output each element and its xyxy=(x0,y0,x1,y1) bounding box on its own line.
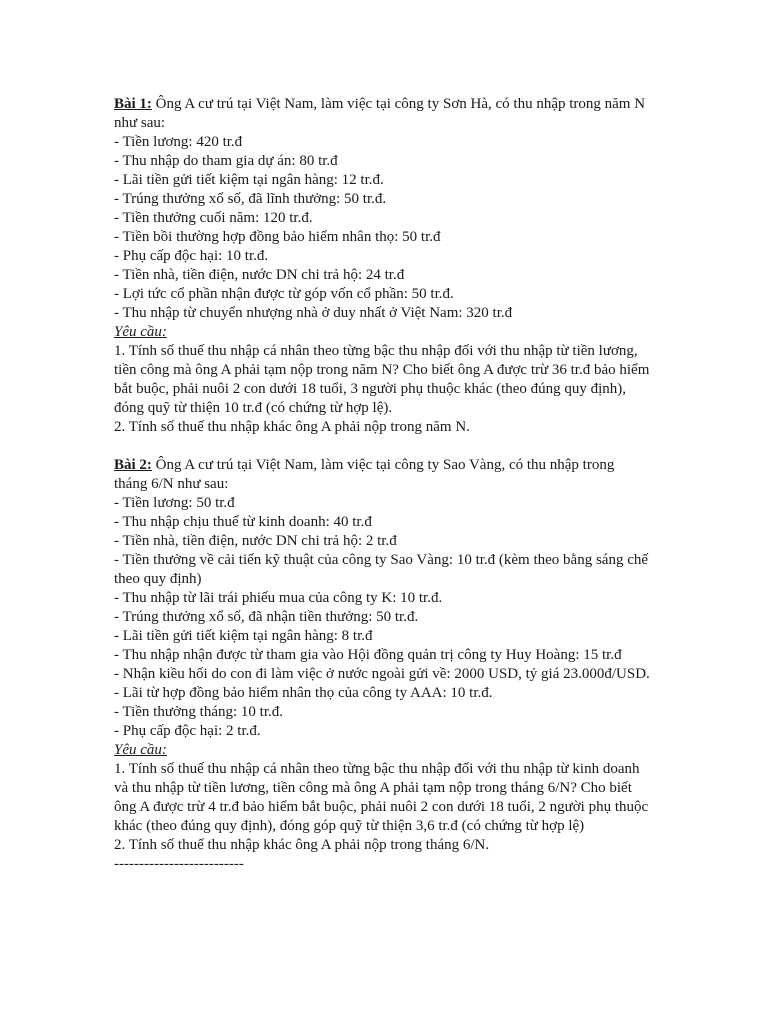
bai1-item: - Tiền bồi thường hợp đồng bảo hiểm nhân thọ: 50 tr.đ xyxy=(114,229,441,245)
bai1-question-1: đóng quỹ từ thiện 10 tr.đ (có chứng từ hợp lệ). xyxy=(114,400,393,416)
bai2-intro-cont: tháng 6/N như sau: xyxy=(114,476,229,492)
bai1-item: - Lợi tức cổ phần nhận được từ góp vốn cổ phần: 50 tr.đ. xyxy=(114,286,454,302)
bai2-item: - Thu nhập nhận được từ tham gia vào Hội đồng quản trị công ty Huy Hoàng: 15 tr.đ xyxy=(114,647,622,663)
bai1-intro-text: Ông A cư trú tại Việt Nam, làm việc tại công ty Sơn Hà, có thu nhập trong năm N xyxy=(151,96,646,112)
separator-line: -------------------------- xyxy=(114,856,244,872)
bai2-item: - Lãi tiền gửi tiết kiệm tại ngân hàng: 8 tr.đ xyxy=(114,628,373,644)
bai1-question-2: 2. Tính số thuế thu nhập khác ông A phải nộp trong năm N. xyxy=(114,419,470,435)
bai1-item: - Thu nhập do tham gia dự án: 80 tr.đ xyxy=(114,153,338,169)
bai2-intro xyxy=(114,456,704,475)
bai1-item: - Lãi tiền gửi tiết kiệm tại ngân hàng: 12 tr.đ. xyxy=(114,172,384,188)
bai1-item: - Tiền thưởng cuối năm: 120 tr.đ. xyxy=(114,210,313,226)
bai2-item: - Thu nhập từ lãi trái phiếu mua của công ty K: 10 tr.đ. xyxy=(114,590,443,606)
bai2-title: Bài 2: xyxy=(114,457,152,473)
bai2-item: - Nhận kiều hối do con đi làm việc ở nước ngoài gửi về: 2000 USD, tỷ giá 23.000đ/USD. xyxy=(114,666,650,682)
bai2-item: - Trúng thưởng xổ số, đã nhận tiền thưởng: 50 tr.đ. xyxy=(114,609,419,625)
bai2-item: - Lãi từ hợp đồng bảo hiểm nhân thọ của công ty AAA: 10 tr.đ. xyxy=(114,685,493,701)
bai1-question-1: tiền công mà ông A phải tạm nộp trong năm N? Cho biết ông A được trừ 36 tr.đ bảo hiểm xyxy=(114,362,650,378)
bai2-question-1: ông A được trừ 4 tr.đ bảo hiểm bắt buộc, phải nuôi 2 con dưới 18 tuổi, 2 người phụ thuộc xyxy=(114,799,649,815)
bai2-question-1: khác (theo đúng quy định), đóng góp quỹ từ thiện 3,6 tr.đ (có chứng từ hợp lệ) xyxy=(114,818,585,834)
bai2-item: - Tiền thưởng về cải tiến kỹ thuật của công ty Sao Vàng: 10 tr.đ (kèm theo bằng sáng chế xyxy=(114,552,649,568)
section-gap xyxy=(114,437,704,456)
bai1-item: - Trúng thưởng xổ số, đã lĩnh thưởng: 50 tr.đ. xyxy=(114,191,387,207)
bai1-intro xyxy=(114,95,704,114)
bai1-intro-cont: như sau: xyxy=(114,115,166,131)
bai2-item: - Tiền thưởng tháng: 10 tr.đ. xyxy=(114,704,283,720)
bai2-question-1: 1. Tính số thuế thu nhập cá nhân theo từng bậc thu nhập đối với thu nhập từ kinh doanh xyxy=(114,761,640,777)
bai2-intro-text: Ông A cư trú tại Việt Nam, làm việc tại công ty Sao Vàng, có thu nhập trong xyxy=(151,457,615,473)
bai1-item: - Thu nhập từ chuyển nhượng nhà ở duy nhất ở Việt Nam: 320 tr.đ xyxy=(114,305,513,321)
bai1-item: - Tiền lương: 420 tr.đ xyxy=(114,134,243,150)
bai1-item: - Phụ cấp độc hại: 10 tr.đ. xyxy=(114,248,269,264)
bai2-question-2: 2. Tính số thuế thu nhập khác ông A phải nộp trong tháng 6/N. xyxy=(114,837,490,853)
bai2-item: theo quy định) xyxy=(114,571,202,587)
bai1-question-1: bắt buộc, phải nuôi 2 con dưới 18 tuổi, 3 người phụ thuộc khác (theo đúng quy định), xyxy=(114,381,627,397)
bai1-title: Bài 1: xyxy=(114,96,152,112)
bai1-question-1: 1. Tính số thuế thu nhập cá nhân theo từng bậc thu nhập đối với thu nhập từ tiền lương, xyxy=(114,343,638,359)
bai2-item: - Phụ cấp độc hại: 2 tr.đ. xyxy=(114,723,261,739)
bai2-question-1: và thu nhập từ tiền lương, tiền công mà ông A phải tạm nộp trong tháng 6/N? Cho biết xyxy=(114,780,632,796)
bai2-item: - Tiền lương: 50 tr.đ xyxy=(114,495,235,511)
bai2-item: - Thu nhập chịu thuế từ kinh doanh: 40 tr.đ xyxy=(114,514,372,530)
bai1-item: - Tiền nhà, tiền điện, nước DN chi trả hộ: 24 tr.đ xyxy=(114,267,405,283)
bai2-request-label: Yêu cầu: xyxy=(114,742,167,758)
document-body xyxy=(114,95,704,874)
bai2-item: - Tiền nhà, tiền điện, nước DN chi trả hộ: 2 tr.đ xyxy=(114,533,397,549)
bai1-request-label: Yêu cầu: xyxy=(114,324,167,340)
